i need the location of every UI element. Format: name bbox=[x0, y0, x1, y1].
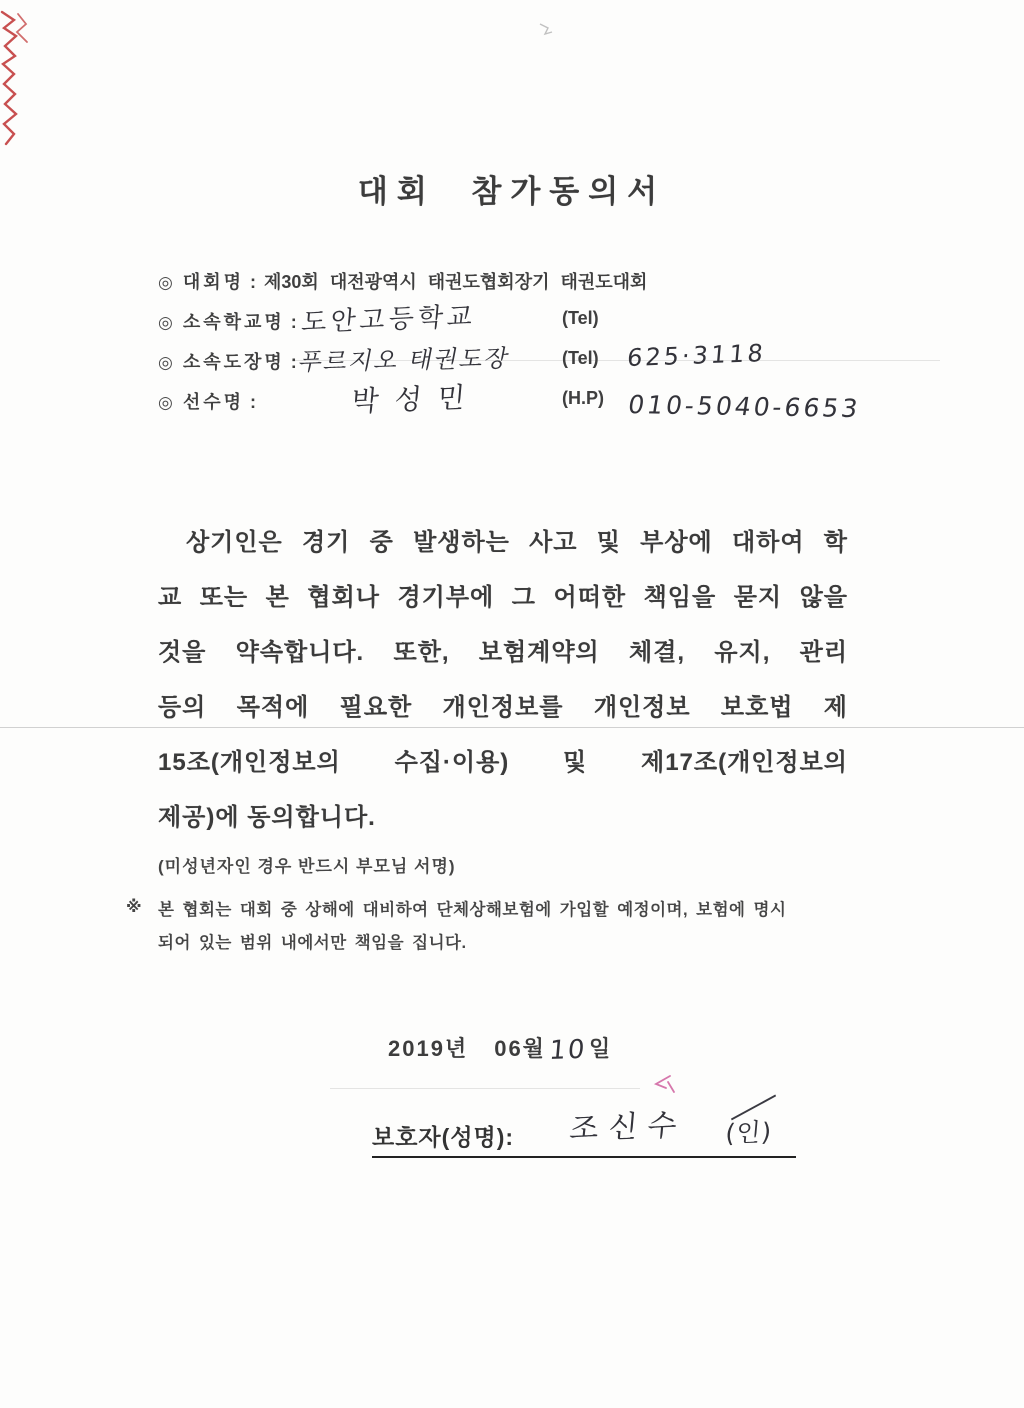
player-hp-label: (H.P) bbox=[562, 388, 604, 408]
event-label: 대회명 bbox=[182, 272, 245, 292]
body-line: 등의 목적에 필요한 개인정보를 개인정보 보호법 제 bbox=[158, 694, 848, 721]
player-name-handwritten: 박성민 bbox=[350, 380, 483, 418]
school-tel-label: (Tel) bbox=[562, 308, 599, 328]
field-row-player bbox=[158, 380, 863, 424]
dojang-tel-label: (Tel) bbox=[562, 348, 599, 368]
dojang-label: 소속도장명 bbox=[182, 352, 285, 372]
event-value: 제30회 대전광역시 태권도협회장기 태권도대회 bbox=[264, 272, 648, 292]
colon: : bbox=[290, 352, 297, 372]
seal-mark: (인) bbox=[724, 1112, 774, 1150]
dojang-tel-handwritten: 625·3118 bbox=[626, 339, 767, 372]
school-label: 소속학교명 bbox=[182, 312, 285, 332]
bullet-icon: ◎ bbox=[158, 393, 173, 412]
field-row-event bbox=[158, 268, 647, 302]
guardian-name-handwritten: 조신수 bbox=[568, 1107, 689, 1147]
colon: : bbox=[250, 272, 257, 292]
player-label: 선수명 bbox=[182, 392, 245, 412]
bullet-icon: ◎ bbox=[158, 353, 173, 372]
body-line: 상기인은 경기 중 발생하는 사고 및 부상에 대하여 학 bbox=[186, 529, 848, 556]
colon: : bbox=[250, 392, 257, 412]
bullet-icon: ◎ bbox=[158, 313, 173, 332]
player-phone-handwritten: 010-5040-6653 bbox=[626, 390, 863, 424]
form-title: 대회 참가동의서 bbox=[357, 174, 667, 209]
small-smudge-artifact bbox=[538, 20, 562, 38]
body-line: 제공)에 동의합니다. bbox=[158, 804, 376, 831]
guardian-signature-block bbox=[372, 1100, 796, 1158]
bullet-icon: ◎ bbox=[158, 273, 173, 292]
date-line bbox=[388, 1032, 613, 1066]
guardian-name-label: 보호자(성명): bbox=[372, 1124, 515, 1150]
field-row-school bbox=[158, 301, 599, 342]
field-row-dojang bbox=[158, 339, 767, 382]
insurance-note-line1: 본 협회는 대회 중 상해에 대비하여 단체상해보험에 가입할 예정이며, 보험에 명시 bbox=[158, 901, 787, 919]
reference-mark: ※ bbox=[126, 899, 142, 916]
school-name-handwritten: 도안고등학교 bbox=[300, 301, 478, 338]
pink-signature-mark-artifact bbox=[646, 1072, 680, 1100]
red-pen-scribble-artifact bbox=[0, 4, 40, 154]
date-year: 2019년 bbox=[388, 1036, 469, 1061]
colon: : bbox=[290, 312, 297, 332]
date-day-suffix: 일 bbox=[589, 1036, 613, 1061]
scan-crease-line-bottom bbox=[330, 1088, 640, 1089]
date-day-handwritten: 10 bbox=[547, 1034, 588, 1066]
body-line: 것을 약속합니다. 또한, 보험계약의 체결, 유지, 관리 bbox=[158, 639, 848, 666]
body-line: 교 또는 본 협회나 경기부에 그 어떠한 책임을 묻지 않을 bbox=[158, 584, 848, 611]
minor-guardian-note: (미성년자인 경우 반드시 부모님 서명) bbox=[158, 857, 456, 876]
dojang-name-handwritten: 푸르지오 태권도장 bbox=[296, 344, 513, 376]
body-line: 15조(개인정보의 수집·이용) 및 제17조(개인정보의 bbox=[158, 749, 848, 776]
date-month: 06월 bbox=[494, 1036, 546, 1061]
insurance-note-line2: 되어 있는 범위 내에서만 책임을 집니다. bbox=[158, 934, 467, 952]
